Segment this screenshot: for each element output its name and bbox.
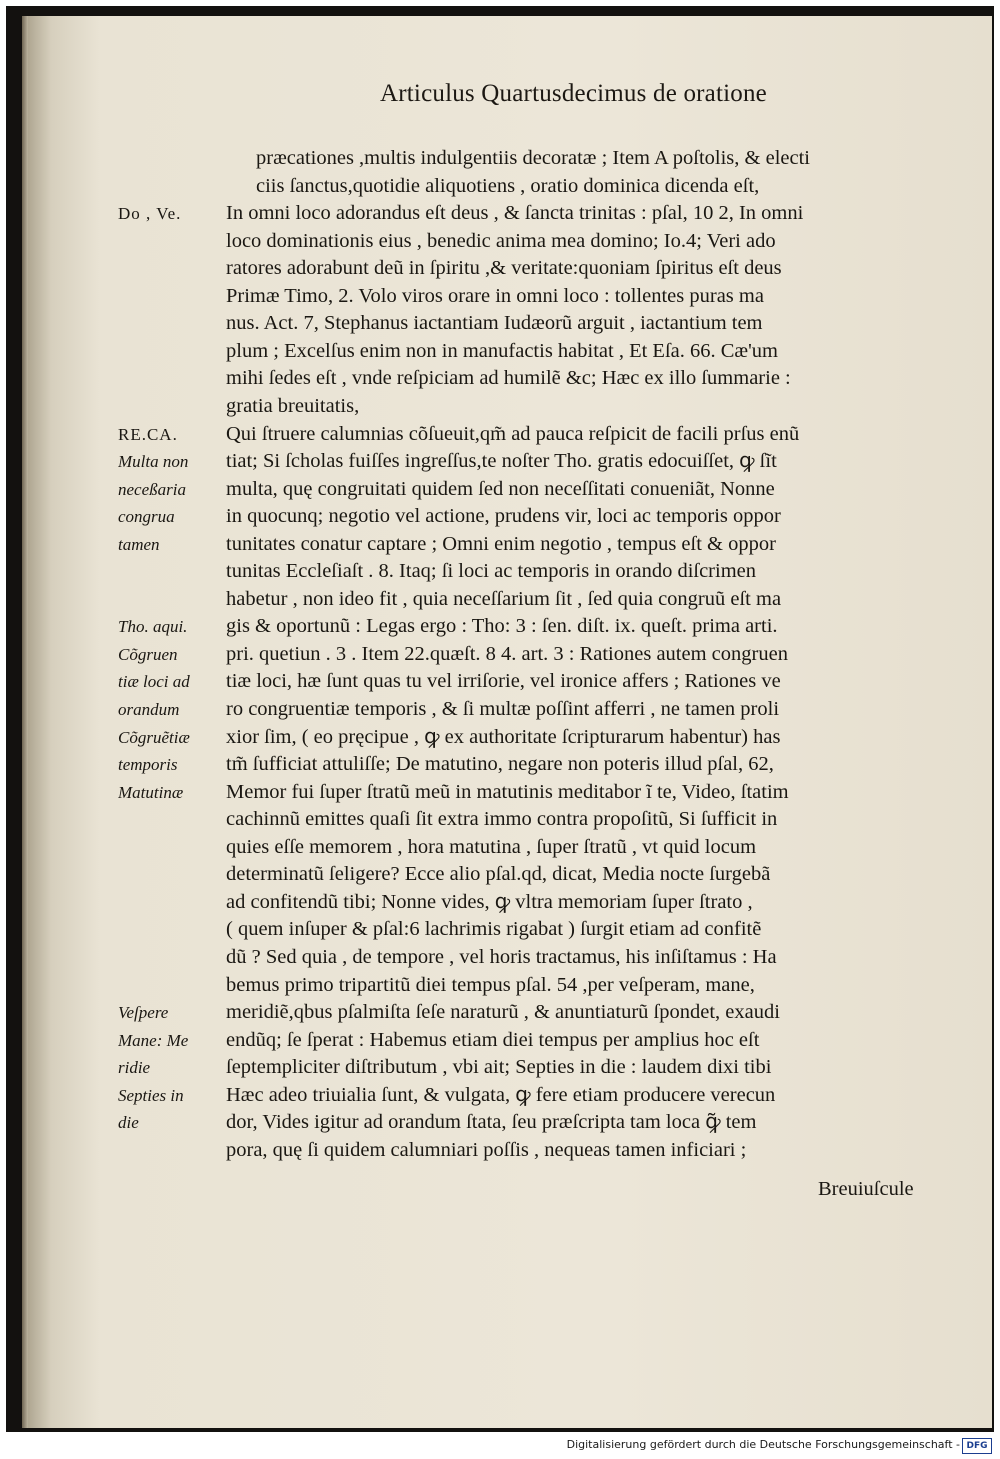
text-line: in quocunq; negotio vel actione, prudens vir, loci ac temporis oppor — [226, 505, 781, 528]
catchword: Breuiuſcule — [818, 1178, 914, 1200]
marginal-note: orandum — [118, 700, 180, 719]
text-line: meridiẽ,qbus pſalmiſta ſeſe naraturũ , & anuntiaturũ ſpondet, exaudi — [226, 1001, 780, 1024]
marginal-note: Cõgruẽtiæ — [118, 727, 190, 747]
text-line: ſeptempliciter diſtributum , vbi ait; Septies in die : laudem dixi tibi — [226, 1056, 772, 1079]
text-line: determinatũ ſeligere? Ecce alio pſal.qd, dicat, Media nocte ſurgebã — [226, 863, 771, 886]
text-line: habetur , non ideo fit , quia neceſſarium ſit , ſed quia congruũ eſt ma — [226, 587, 782, 610]
marginal-note: congrua — [118, 507, 175, 527]
text-line: In omni loco adorandus eſt deus , & ſancta trinitas : pſal, 10 2, In omni — [226, 202, 804, 225]
marginal-note: Matutinæ — [118, 782, 184, 802]
funding-credit: Digitalisierung gefördert durch die Deutsche Forschungsgemeinschaft - — [566, 1438, 960, 1451]
marginal-note: Cõgruen — [118, 644, 178, 664]
text-line: bemus primo tripartitũ diei tempus pſal. 54 ,per veſperam, mane, — [226, 973, 755, 996]
text-line: pora, quę ſi quidem calumniari poſſis , nequeas tamen inficiari ; — [226, 1138, 747, 1161]
text-line: plum ; Excelſus enim non in manufactis habitat , Et Eſa. 66. Cæ'um — [226, 339, 778, 362]
text-line: dũ ? Sed quia , de tempore , vel horis tractamus, his inſiſtamus : Ha — [226, 945, 777, 968]
marginal-note: Multa non — [118, 452, 189, 472]
text-line: gratia breuitatis, — [226, 394, 360, 417]
marginal-note: Mane: Me — [118, 1030, 189, 1050]
text-line: tm̃ ſufficiat attuliſſe; De matutino, negare non poteris illud pſal, 62, — [226, 753, 774, 776]
text-line: Qui ſtruere calumnias cõſueuit,qm̃ ad pauca reſpicit de facili prſus enũ — [226, 422, 800, 445]
text-line: ( quem inſuper & pſal:6 lachrimis rigabat ) ſurgit etiam ad confitẽ — [226, 918, 762, 941]
marginal-note: Septies in — [118, 1085, 184, 1105]
text-line: tiæ loci, hæ ſunt quas tu vel irriſorie, vel ironice affers ; Rationes ve — [226, 670, 781, 693]
text-line: endũq; ſe ſperat : Habemus etiam diei tempus per amplius hoc eſt — [226, 1028, 760, 1051]
text-line: dor, Vides igitur ad orandum ſtata, ſeu præſcripta tam loca ꝙ̃ tem — [226, 1111, 757, 1134]
marginal-note: Veſpere — [118, 1003, 169, 1023]
marginal-note: tiæ loci ad — [118, 672, 190, 692]
marginal-note: Tho. aqui. — [118, 617, 188, 637]
page-gutter-shadow — [22, 16, 28, 1428]
marginal-note: temporis — [118, 755, 178, 775]
text-line: præcationes ,multis indulgentiis decoratæ ; Item A poſtolis, & electi — [256, 147, 810, 169]
text-line: tunitas Eccleſiaſt . 8. Itaq; ſi loci ac temporis in orando diſcrimen — [226, 560, 756, 583]
text-line: ro congruentiæ temporis , & ſi multæ poſſint afferri , ne tamen proli — [226, 698, 780, 720]
text-line: quies eſſe memorem , hora matutina , ſuper ſtratũ , vt quid locum — [226, 835, 757, 858]
text-line: cachinnũ emittes quaſi ſit extra immo contra propoſitũ, Si ſufficit in — [226, 808, 778, 831]
marginal-note: die — [118, 1113, 139, 1133]
text-line: loco dominationis eius , benedic anima mea domino; Io.4; Veri ado — [226, 229, 776, 252]
text-line: ratores adorabunt deũ in ſpiritu ,& veritate:quoniam ſpiritus eſt deus — [226, 257, 782, 280]
marginal-note: RE.CA. — [118, 424, 178, 444]
running-head: Articulus Quartusdecimus de oratione — [380, 80, 767, 107]
digitization-footer — [0, 1436, 1000, 1459]
text-line: mihi ſedes eſt , vnde reſpiciam ad humilẽ &c; Hæc ex illo ſummarie : — [226, 367, 791, 390]
marginal-note: neceßaria — [118, 479, 186, 499]
dfg-logo-icon: DFG — [962, 1438, 992, 1454]
text-line: ciis ſanctus,quotidie aliquotiens , oratio dominica dicenda eſt, — [256, 174, 760, 197]
marginal-note: ridie — [118, 1058, 151, 1078]
marginal-note: Do , Ve. — [118, 204, 182, 224]
text-line: tiat; Si ſcholas fuiſſes ingreſſus,te noſter Tho. gratis edocuiſſet, ꝙ ſĩt — [226, 450, 777, 473]
text-line: xior ſim, ( eo pręcipue , ꝙ ex authoritate ſcripturarum habentur) has — [226, 725, 781, 748]
text-line: Primæ Timo, 2. Volo viros orare in omni loco : tollentes puras ma — [226, 284, 764, 307]
text-line: multa, quę congruitati quidem ſed non neceſſitati conueniãt, Nonne — [226, 477, 775, 500]
text-line: tunitates conatur captare ; Omni enim negotio , tempus eſt & oppor — [226, 532, 776, 555]
text-line: gis & oportunũ : Legas ergo : Tho: 3 : ſen. diſt. ix. queſt. prima arti. — [226, 615, 778, 638]
text-line: ad confitendũ tibi; Nonne vides, ꝙ vltra memoriam ſuper ſtrato , — [226, 890, 753, 913]
text-line: nus. Act. 7, Stephanus iactantiam Iudæorũ arguit , iactantium tem — [226, 312, 763, 335]
marginal-note: tamen — [118, 534, 160, 554]
text-line: pri. quetiun . 3 . Item 22.quæſt. 8 4. art. 3 : Rationes autem congruen — [226, 642, 788, 665]
text-line: Hæc adeo triuialia ſunt, & vulgata, ꝙ fere etiam producere verecun — [226, 1083, 776, 1106]
text-line: Memor fui ſuper ſtratũ meũ in matutinis meditabor ĩ te, Video, ſtatim — [226, 780, 789, 803]
